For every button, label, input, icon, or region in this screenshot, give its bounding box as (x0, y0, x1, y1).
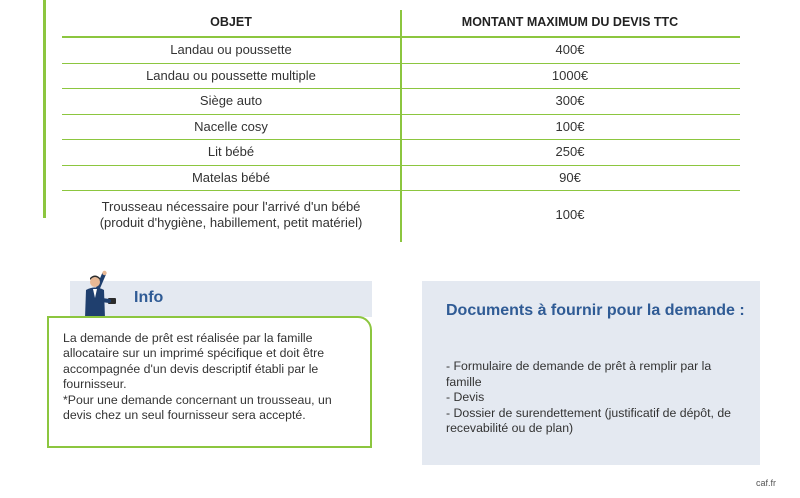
list-item: - Dossier de surendettement (justificatif de dépôt, de recevabilité ou de plan) (446, 405, 732, 436)
header-objet: OBJET (62, 8, 400, 37)
header-montant: MONTANT MAXIMUM DU DEVIS TTC (400, 8, 740, 37)
cell-objet: Siège auto (62, 89, 400, 115)
cell-objet-line1: Trousseau nécessaire pour l'arrivé d'un bébé (101, 199, 361, 214)
cell-objet-line2: (produit d'hygiène, habillement, petit matériel) (99, 215, 363, 230)
table-row (62, 191, 740, 240)
info-text (63, 331, 363, 423)
cell-montant: 300€ (400, 89, 740, 115)
documents-list (446, 359, 746, 437)
cell-objet: Landau ou poussette (62, 37, 400, 63)
table-row (62, 63, 740, 89)
cell-montant: 250€ (400, 140, 740, 166)
table-row (62, 89, 740, 115)
table-row (62, 114, 740, 140)
info-paragraph: La demande de prêt est réalisée par la famille allocataire sur un imprimé spécifique et doit être accompagnée d'un devis descriptif établi par le fournisseur. (63, 331, 325, 392)
table-header-row (62, 8, 740, 37)
table-row (62, 140, 740, 166)
cell-objet: Nacelle cosy (62, 114, 400, 140)
source-watermark: caf.fr (756, 478, 777, 488)
cell-montant: 100€ (555, 207, 585, 222)
table-row (62, 37, 740, 63)
devis-table (62, 8, 740, 239)
list-item: - Devis (446, 390, 485, 405)
cell-montant: 1000€ (400, 63, 740, 89)
info-note: *Pour une demande concernant un trousseau, un devis chez un seul fournisseur sera accepté. (63, 392, 332, 423)
documents-title: Documents à fournir pour la demande : (446, 302, 745, 319)
left-green-accent-line (43, 0, 46, 218)
cell-montant: 100€ (400, 114, 740, 140)
cell-objet: Landau ou poussette multiple (62, 63, 400, 89)
table-row (62, 165, 740, 191)
cell-objet: Lit bébé (62, 140, 400, 166)
cell-montant: 400€ (400, 37, 740, 63)
cell-montant: 90€ (400, 165, 740, 191)
person-presenting-icon (80, 268, 124, 318)
cell-objet (62, 191, 400, 240)
list-item: - Formulaire de demande de prêt à remplir par la famille (446, 359, 712, 389)
info-title: Info (134, 289, 164, 306)
cell-objet: Matelas bébé (62, 165, 400, 191)
